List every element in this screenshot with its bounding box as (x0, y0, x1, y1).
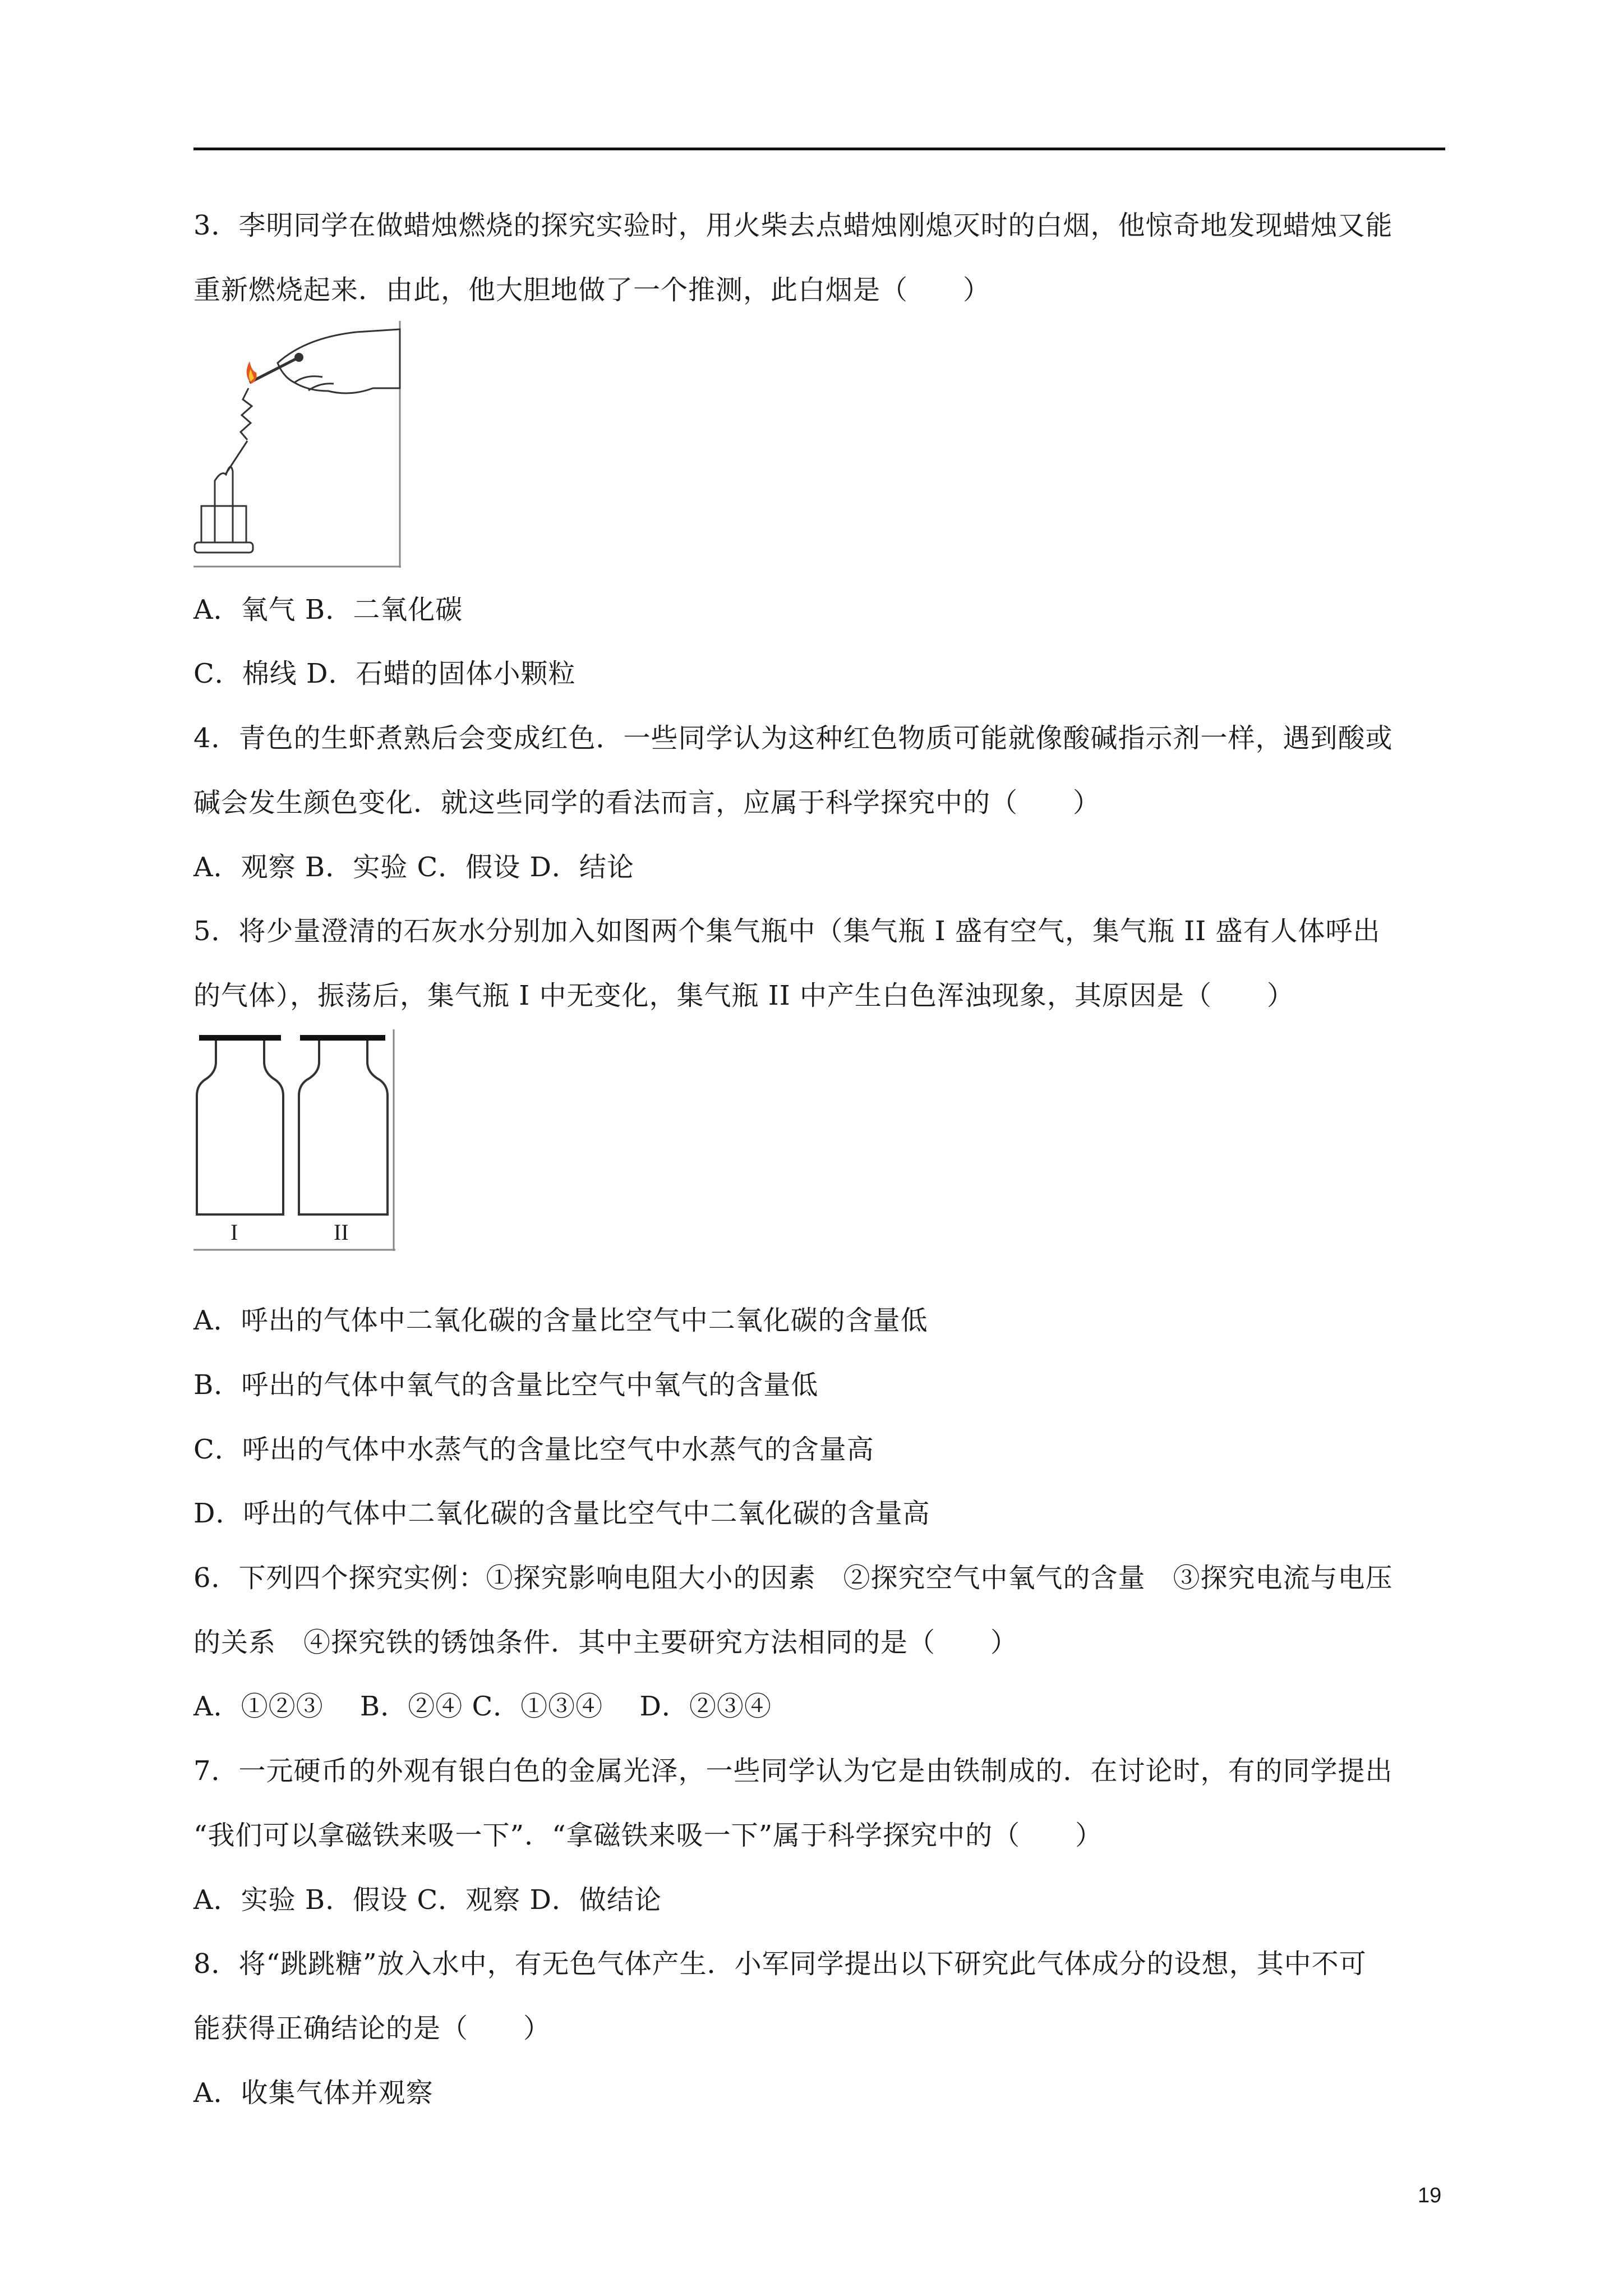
bottle-label-2: II (334, 1220, 349, 1245)
q8-stem-line-2: 能获得正确结论的是（ ） (193, 2013, 551, 2044)
q7-stem-line-2: “我们可以拿磁铁来吸一下”．“拿磁铁来吸一下”属于科学探究中的（ ） (193, 1820, 1103, 1851)
q3-options-line-2: C．棉线 D．石蜡的固体小颗粒 (193, 658, 576, 689)
q7-options-line-1: A．实验 B．假设 C．观察 D．做结论 (193, 1884, 662, 1916)
q3-options-line-1: A．氧气 B．二氧化碳 (193, 594, 463, 625)
q8-stem-line-1: 8．将“跳跳糖”放入水中，有无色气体产生．小军同学提出以下研究此气体成分的设想，其中不可 (193, 1948, 1367, 1980)
q5-stem-line-1: 5．将少量澄清的石灰水分别加入如图两个集气瓶中（集气瓶 I 盛有空气，集气瓶 II 盛有人体呼出 (193, 915, 1381, 947)
q4-stem-line-2: 碱会发生颜色变化．就这些同学的看法而言，应属于科学探究中的（ ） (193, 787, 1101, 818)
bottle-label-1: I (230, 1220, 238, 1245)
q5-stem-line-2: 的气体），振荡后，集气瓶 I 中无变化，集气瓶 II 中产生白色浑浊现象，其原因是（ ） (193, 980, 1294, 1011)
candle-match-figure (193, 321, 401, 568)
q5-option-b: B．呼出的气体中氧气的含量比空气中氧气的含量低 (193, 1369, 819, 1401)
q7-stem-line-1: 7．一元硬币的外观有银白色的金属光泽，一些同学认为它是由铁制成的．在讨论时，有的同学提出 (193, 1755, 1393, 1787)
q6-options-line-1: A．①②③ B．②④ C．①③④ D．②③④ (193, 1691, 772, 1722)
q6-stem-line-2: 的关系 ④探究铁的锈蚀条件．其中主要研究方法相同的是（ ） (193, 1627, 1018, 1658)
q5-option-d: D．呼出的气体中二氧化碳的含量比空气中二氧化碳的含量高 (193, 1498, 930, 1529)
q5-option-c: C．呼出的气体中水蒸气的含量比空气中水蒸气的含量高 (193, 1434, 874, 1465)
q3-stem-line-1: 3．李明同学在做蜡烛燃烧的探究实验时，用火柴去点蜡烛刚熄灭时的白烟，他惊奇地发现蜡烛又能 (193, 210, 1393, 241)
page-number: 19 (1418, 2184, 1442, 2207)
header-rule (193, 148, 1445, 150)
q6-stem-line-1: 6．下列四个探究实例：①探究影响电阻大小的因素 ②探究空气中氧气的含量 ③探究电流与电压 (193, 1562, 1393, 1594)
q5-option-a: A．呼出的气体中二氧化碳的含量比空气中二氧化碳的含量低 (193, 1305, 928, 1336)
q3-stem-line-2: 重新燃烧起来．由此，他大胆地做了一个推测，此白烟是（ ） (193, 274, 991, 306)
gas-bottles-figure (193, 1029, 395, 1251)
q8-option-a: A．收集气体并观察 (193, 2077, 434, 2109)
q4-options-line-1: A．观察 B．实验 C．假设 D．结论 (193, 852, 634, 883)
q4-stem-line-1: 4．青色的生虾煮熟后会变成红色．一些同学认为这种红色物质可能就像酸碱指示剂一样，遇到酸或 (193, 723, 1393, 754)
